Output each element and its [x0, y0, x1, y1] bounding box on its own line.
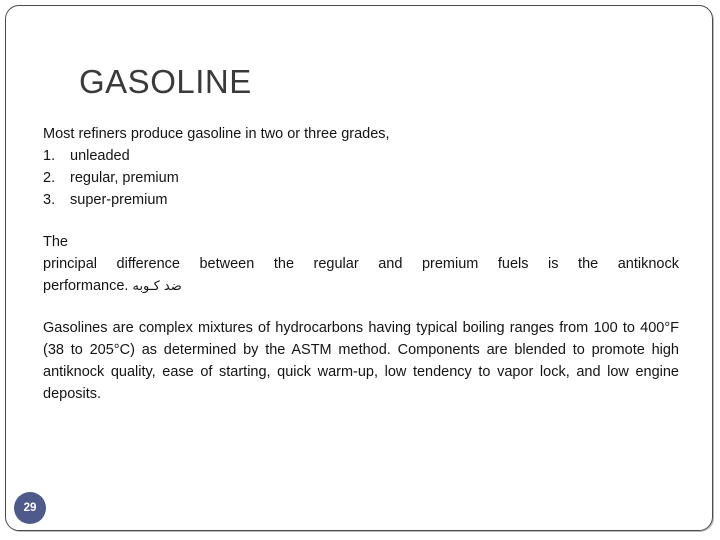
grades-section — [43, 123, 679, 211]
composition-paragraph: Gasolines are complex mixtures of hydrocarbons having typical boiling ranges from 100 to 400°F (38 to 205°C) as determined by the ASTM method. Components are blended to promote high antiknock quality, ease of starting, quick warm-up, low tendency to vapor lock, and low engine deposits. — [43, 320, 679, 402]
difference-paragraph — [43, 231, 679, 298]
list-item-number: 2. — [43, 170, 56, 186]
list-item-label: super-premium — [70, 192, 168, 208]
list-item-number: 3. — [43, 192, 56, 208]
arabic-annotation: ضد كـوبه — [132, 279, 182, 294]
grades-lead: Most refiners produce gasoline in two or three grades, — [43, 126, 390, 142]
list-item — [43, 167, 679, 189]
list-item-label: unleaded — [70, 148, 130, 164]
list-item-number: 1. — [43, 148, 56, 164]
list-item — [43, 189, 679, 211]
page-number-badge: 29 — [14, 492, 46, 524]
list-item — [43, 145, 679, 167]
slide-title: GASOLINE — [79, 63, 252, 100]
list-item-label: regular, premium — [70, 170, 179, 186]
difference-end-text: performance. — [43, 278, 129, 294]
grades-list — [43, 145, 679, 211]
difference-line: principal difference between the regular and premium fuels is the antiknock — [43, 256, 679, 272]
difference-first-word: The — [43, 234, 68, 250]
difference-last-line — [43, 275, 679, 298]
